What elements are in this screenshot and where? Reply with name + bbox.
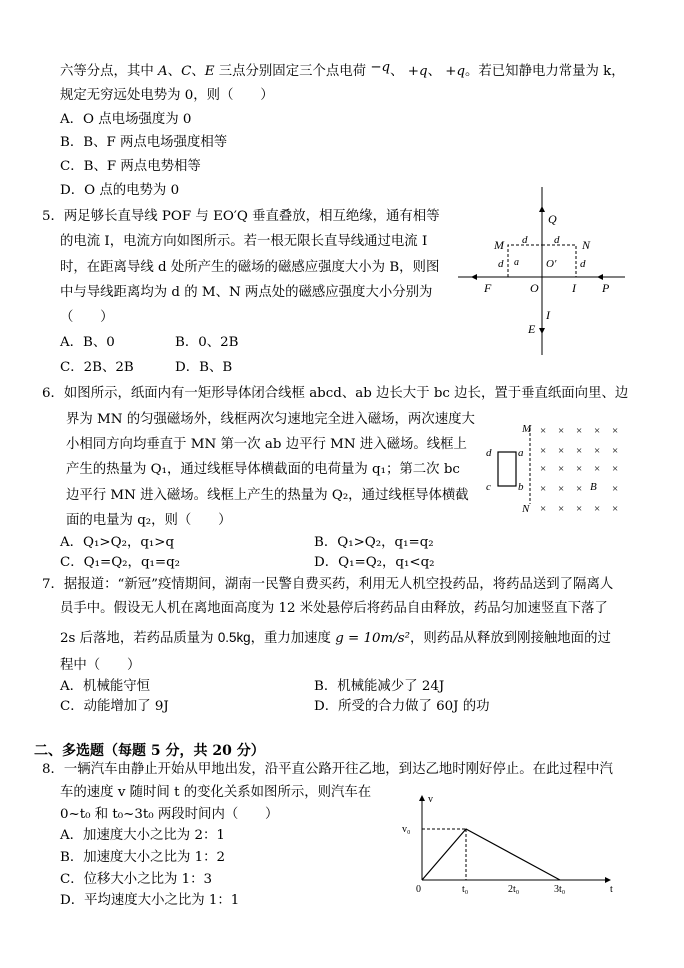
q6-option-b[interactable]: B．Q₁>Q₂，q₁=q₂	[314, 535, 434, 550]
q5-stem-line2: 的电流 I，电流方向如图所示。若一根无限长直导线通过电流 I	[60, 234, 428, 249]
q5-stem-line3: 时，在距离导线 d 处所产生的磁场的磁感应强度大小为 B，则图	[60, 260, 440, 275]
q6-option-a[interactable]: A．Q₁>Q₂，q₁>q	[60, 535, 175, 550]
q6-field-cross: ×	[558, 445, 565, 457]
q5-stem-line5: （ ）	[60, 310, 114, 325]
q8-axis-label-t: t	[610, 884, 613, 895]
q6-field-cross: ×	[540, 445, 547, 457]
q4-option-d[interactable]: D．O 点的电势为 0	[60, 183, 180, 198]
q6-label-d: d	[486, 447, 492, 459]
q6-label-b: b	[518, 481, 524, 493]
q6-field-crosses	[540, 425, 618, 515]
q6-field-cross: ×	[540, 425, 547, 437]
q6-stem-line5: 边平行 MN 进入磁场。线框上产生的热量为 Q₂，通过线框导体横截	[66, 488, 469, 503]
q5-option-a[interactable]: A．B、0	[60, 335, 115, 350]
q4-stem-line1: 六等分点，其中 A、C、E 三点分别固定三个点电荷 −q、 +q、 +q。若已知静电力常量为 k，	[60, 60, 625, 79]
q5-stem-line4: 中与导线距离均为 d 的 M、N 两点处的磁感应强度大小分别为	[60, 285, 433, 300]
q8-stem-line3: 0~t₀ 和 t₀~3t₀ 两段时间内（ ）	[60, 807, 279, 822]
q6-field-cross: ×	[576, 463, 583, 475]
q6-field-cross: ×	[558, 503, 565, 515]
q5-label-a: a	[514, 257, 519, 268]
q6-stem-line3: 小相同方向均垂直于 MN 第一次 ab 边平行 MN 进入磁场。线框上	[66, 437, 467, 452]
q8-velocity-curve	[422, 829, 560, 880]
q5-label-d1: d	[522, 234, 528, 246]
q6-stem-line6: 面的电量为 q₂，则（ ）	[66, 513, 232, 528]
q8-label-origin: 0	[416, 884, 421, 895]
q6-field-cross: ×	[612, 483, 619, 495]
q7-option-d[interactable]: D．所受的合力做了 60J 的功	[314, 699, 490, 714]
q5-label-d4: d	[580, 258, 586, 270]
q6-field-cross: ×	[558, 463, 565, 475]
q5-stem-line1: 5．两足够长直导线 POF 与 EO′Q 垂直叠放，相互绝缘，通有相等	[42, 209, 440, 224]
q6-label-B: B	[590, 481, 597, 493]
q7-stem-line4: 程中（ ）	[60, 658, 141, 673]
q7-stem-line3: 2s 后落地，若药品质量为 0.5kg，重力加速度 g = 10m/s²，则药品从释放到刚接触地面的过	[60, 630, 611, 646]
q6-field-cross: ×	[576, 445, 583, 457]
q6-field-cross: ×	[558, 483, 565, 495]
q8-option-d[interactable]: D．平均速度大小之比为 1：1	[60, 893, 240, 908]
q8-option-a[interactable]: A．加速度大小之比为 2：1	[60, 828, 225, 843]
q6-frame-abcd	[498, 452, 516, 486]
q6-option-d[interactable]: D．Q₁=Q₂，q₁<q₂	[314, 555, 435, 570]
section-heading-multiple-choice: 二、多选题（每题 5 分，共 20 分）	[34, 743, 265, 759]
q5-label-d2: d	[554, 234, 560, 246]
q4-option-b[interactable]: B．B、F 两点电场强度相等	[60, 135, 228, 150]
q5-label-I-h: I	[572, 281, 576, 295]
q6-option-c[interactable]: C．Q₁=Q₂，q₁=q₂	[60, 555, 181, 570]
q6-field-cross: ×	[540, 503, 547, 515]
q8-label-v0: v₀	[402, 824, 411, 835]
q7-stem-line1: 7．据报道：“新冠”疫情期间，湖南一民警自费买药，利用无人机空投药品，将药品送到了隔离人	[42, 577, 614, 592]
q5-label-F: F	[484, 281, 492, 295]
q4-stem-line2: 规定无穷远处电势为 0，则（ ）	[60, 88, 274, 103]
q6-field-cross: ×	[594, 425, 601, 437]
q6-field-cross: ×	[594, 503, 601, 515]
q6-field-cross: ×	[594, 463, 601, 475]
q5-label-d3: d	[498, 258, 504, 270]
q6-stem-line4: 产生的热量为 Q₁，通过线框导体横截面的电荷量为 q₁；第二次 bc	[66, 462, 460, 477]
q6-label-a: a	[518, 447, 524, 459]
q6-field-cross: ×	[576, 425, 583, 437]
q6-label-c: c	[486, 481, 491, 493]
q7-stem-line2: 员手中。假设无人机在离地面高度为 12 米处悬停后将药品自由释放，药品匀加速竖直下落了	[60, 601, 608, 616]
q8-tick-t0: t₀	[462, 884, 469, 895]
q6-label-M: M	[522, 423, 532, 435]
q6-field-cross: ×	[540, 483, 547, 495]
q6-field-cross: ×	[612, 463, 619, 475]
q5-label-O: O	[530, 281, 539, 295]
q6-stem-line2: 界为 MN 的匀强磁场外，线框两次匀速地完全进入磁场，两次速度大	[66, 412, 475, 427]
q6-field-cross: ×	[612, 445, 619, 457]
q7-option-a[interactable]: A．机械能守恒	[60, 679, 151, 694]
q6-label-N: N	[522, 503, 530, 515]
q8-velocity-time-graph	[372, 788, 622, 898]
q5-option-b[interactable]: B．0、2B	[175, 335, 239, 350]
q6-field-cross: ×	[576, 503, 583, 515]
q5-label-Q: Q	[548, 212, 557, 226]
q8-option-b[interactable]: B．加速度大小之比为 1：2	[60, 850, 226, 865]
q8-stem-line1: 8．一辆汽车由静止开始从甲地出发，沿平直公路开往乙地，到达乙地时刚好停止。在此过程中汽	[42, 762, 613, 777]
q6-magnetic-field-figure	[478, 418, 628, 518]
q8-axis-label-v: v	[428, 794, 433, 805]
q5-label-P: P	[602, 281, 610, 295]
q6-field-cross: ×	[612, 425, 619, 437]
q6-stem-line1: 6．如图所示，纸面内有一矩形导体闭合线框 abcd、ab 边长大于 bc 边长，置于垂直纸面向里、边	[42, 386, 629, 401]
q6-field-cross: ×	[558, 425, 565, 437]
q5-option-c[interactable]: C．2B、2B	[60, 360, 134, 375]
q5-wire-figure	[450, 185, 630, 360]
q5-label-O-prime: O′	[546, 258, 557, 270]
q7-option-b[interactable]: B．机械能减少了 24J	[314, 679, 445, 694]
q5-label-M: M	[494, 238, 504, 252]
q8-option-c[interactable]: C．位移大小之比为 1：3	[60, 872, 213, 887]
q4-option-c[interactable]: C．B、F 两点电势相等	[60, 159, 201, 174]
q7-option-c[interactable]: C．动能增加了 9J	[60, 699, 169, 714]
q6-field-cross: ×	[594, 445, 601, 457]
q8-stem-line2: 车的速度 v 随时间 t 的变化关系如图所示，则汽车在	[60, 785, 372, 800]
q5-option-d[interactable]: D．B、B	[175, 360, 233, 375]
q5-label-I-v: I	[546, 308, 550, 322]
q6-field-cross: ×	[540, 463, 547, 475]
q5-label-N: N	[582, 238, 591, 252]
q6-field-cross: ×	[576, 483, 583, 495]
q4-option-a[interactable]: A．O 点电场强度为 0	[60, 112, 192, 127]
q6-field-cross: ×	[612, 503, 619, 515]
q8-tick-3t0: 3t₀	[554, 884, 566, 895]
q5-label-E: E	[528, 322, 536, 336]
q8-tick-2t0: 2t₀	[508, 884, 520, 895]
